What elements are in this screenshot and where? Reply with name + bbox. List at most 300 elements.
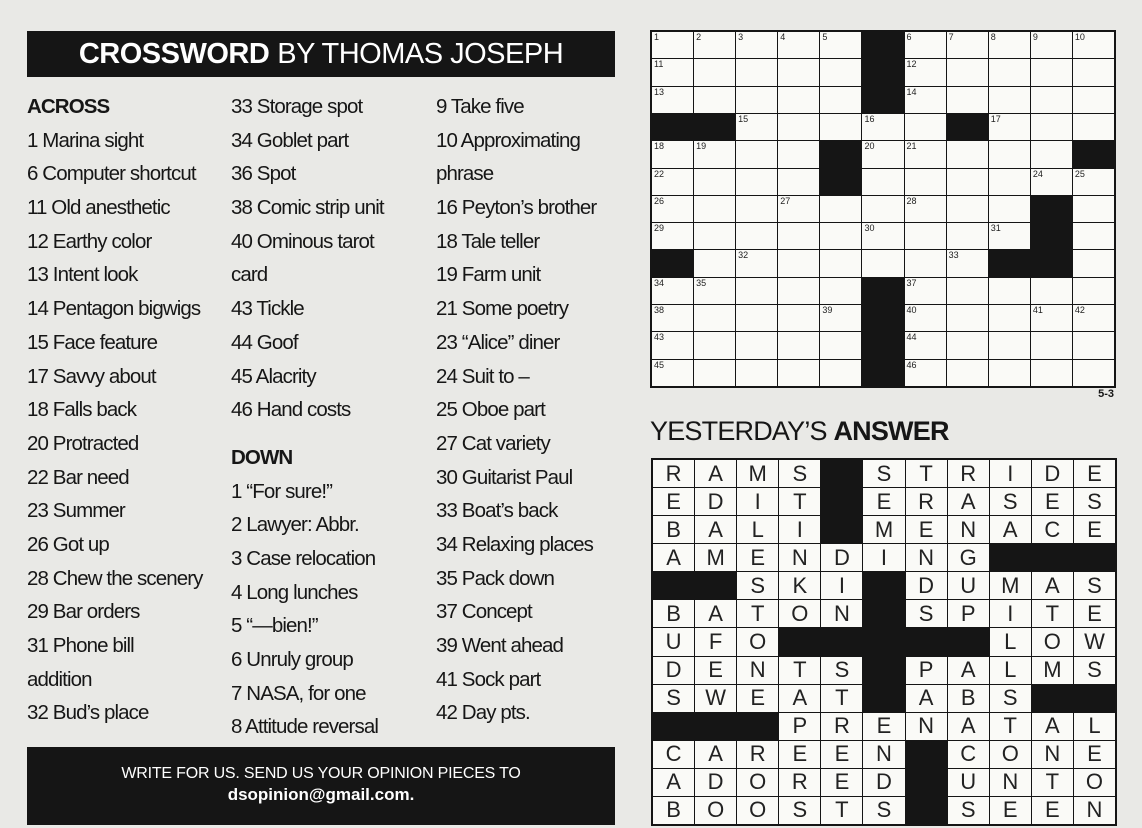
answer-black-cell <box>1032 544 1073 571</box>
grid-clue-number: 39 <box>822 305 833 316</box>
answer-letter-cell: N <box>990 769 1031 796</box>
grid-cell[interactable] <box>736 196 777 222</box>
answer-letter-cell: N <box>1074 797 1115 824</box>
grid-black-cell <box>862 59 903 85</box>
grid-cell[interactable] <box>778 32 819 58</box>
grid-cell[interactable] <box>736 141 777 167</box>
grid-cell[interactable] <box>1031 169 1072 195</box>
grid-clue-number: 32 <box>738 250 749 261</box>
answer-letter-cell: L <box>990 657 1031 684</box>
grid-cell[interactable] <box>989 223 1030 249</box>
grid-black-cell <box>862 305 903 331</box>
grid-cell[interactable] <box>820 250 861 276</box>
grid-clue-number: 33 <box>948 250 959 261</box>
clue-line: 37 Concept <box>436 600 532 624</box>
grid-cell[interactable] <box>947 32 988 58</box>
grid-cell[interactable] <box>1073 87 1114 113</box>
grid-cell[interactable] <box>694 141 735 167</box>
grid-clue-number: 35 <box>696 277 707 288</box>
grid-clue-number: 44 <box>906 332 917 343</box>
answer-letter-cell: N <box>948 516 989 543</box>
grid-cell[interactable] <box>694 59 735 85</box>
answer-black-cell <box>906 797 947 824</box>
answer-letter-cell: A <box>948 713 989 740</box>
grid-cell[interactable] <box>905 32 946 58</box>
grid-cell[interactable] <box>1031 59 1072 85</box>
clue-section-heading: DOWN <box>231 445 293 469</box>
answer-letter-cell: O <box>1074 769 1115 796</box>
grid-cell[interactable] <box>694 332 735 358</box>
grid-cell[interactable] <box>1031 278 1072 304</box>
grid-clue-number: 6 <box>906 32 912 42</box>
grid-cell[interactable] <box>652 278 693 304</box>
answer-letter-cell: I <box>737 488 778 515</box>
clue-line: 25 Oboe part <box>436 398 545 422</box>
grid-black-cell <box>862 87 903 113</box>
grid-cell[interactable] <box>862 114 903 140</box>
clue-line: 18 Tale teller <box>436 229 540 253</box>
answer-letter-cell: F <box>695 628 736 655</box>
answer-letter-cell: N <box>779 544 820 571</box>
grid-cell[interactable] <box>989 59 1030 85</box>
grid-clue-number: 45 <box>654 359 665 370</box>
grid-cell[interactable] <box>989 196 1030 222</box>
answer-letter-cell: S <box>779 797 820 824</box>
clue-line: 32 Bud’s place <box>27 701 149 725</box>
grid-cell[interactable] <box>947 141 988 167</box>
grid-cell[interactable] <box>989 141 1030 167</box>
grid-cell[interactable] <box>989 87 1030 113</box>
footer-banner <box>27 747 615 825</box>
grid-cell[interactable] <box>905 278 946 304</box>
grid-cell[interactable] <box>947 250 988 276</box>
grid-cell[interactable] <box>652 169 693 195</box>
clue-line: 36 Spot <box>231 162 296 186</box>
grid-cell[interactable] <box>694 305 735 331</box>
grid-clue-number: 34 <box>654 277 665 288</box>
answer-letter-cell: C <box>653 741 694 768</box>
grid-clue-number: 46 <box>906 359 917 370</box>
grid-clue-number: 22 <box>654 168 665 179</box>
grid-cell[interactable] <box>736 332 777 358</box>
answer-letter-cell: E <box>737 544 778 571</box>
answer-letter-cell: B <box>653 600 694 627</box>
answer-letter-cell: A <box>653 769 694 796</box>
answer-letter-cell: E <box>1074 460 1115 487</box>
grid-cell[interactable] <box>778 196 819 222</box>
grid-cell[interactable] <box>652 59 693 85</box>
answer-letter-cell: S <box>779 460 820 487</box>
grid-cell[interactable] <box>694 196 735 222</box>
answer-letter-cell: I <box>990 600 1031 627</box>
grid-clue-number: 7 <box>948 32 954 42</box>
answer-letter-cell: M <box>990 572 1031 599</box>
grid-clue-number: 37 <box>906 277 917 288</box>
grid-cell[interactable] <box>989 332 1030 358</box>
grid-cell[interactable] <box>820 305 861 331</box>
answer-black-cell <box>1074 685 1115 712</box>
answer-title-light: YESTERDAY’S <box>650 416 827 446</box>
grid-cell[interactable] <box>947 360 988 386</box>
grid-cell[interactable] <box>652 305 693 331</box>
crossword-banner <box>27 31 615 77</box>
answer-black-cell <box>779 628 820 655</box>
answer-letter-cell: R <box>906 488 947 515</box>
grid-clue-number: 8 <box>990 32 996 42</box>
grid-clue-number: 18 <box>654 141 665 152</box>
answer-letter-cell: N <box>906 544 947 571</box>
grid-cell[interactable] <box>905 196 946 222</box>
answer-letter-cell: S <box>1074 657 1115 684</box>
grid-cell[interactable] <box>778 250 819 276</box>
answer-letter-cell: S <box>653 685 694 712</box>
grid-cell[interactable] <box>905 114 946 140</box>
clue-line: 23 “Alice” diner <box>436 330 560 354</box>
answer-letter-cell: A <box>1032 713 1073 740</box>
grid-cell[interactable] <box>694 169 735 195</box>
answer-letter-cell: N <box>1032 741 1073 768</box>
clue-line: 1 Marina sight <box>27 128 144 152</box>
grid-cell[interactable] <box>1073 360 1114 386</box>
grid-black-cell <box>694 114 735 140</box>
grid-black-cell <box>862 32 903 58</box>
answer-letter-cell: C <box>1032 516 1073 543</box>
grid-clue-number: 5 <box>822 32 828 42</box>
grid-cell[interactable] <box>947 305 988 331</box>
grid-cell[interactable] <box>989 305 1030 331</box>
grid-clue-number: 43 <box>654 332 665 343</box>
grid-cell[interactable] <box>778 87 819 113</box>
grid-clue-number: 28 <box>906 195 917 206</box>
grid-cell[interactable] <box>820 278 861 304</box>
answer-letter-cell: O <box>1032 628 1073 655</box>
grid-cell[interactable] <box>1031 114 1072 140</box>
grid-cell[interactable] <box>947 278 988 304</box>
grid-clue-number: 42 <box>1074 305 1085 316</box>
grid-cell[interactable] <box>736 360 777 386</box>
grid-cell[interactable] <box>1073 196 1114 222</box>
grid-cell[interactable] <box>1031 305 1072 331</box>
answer-black-cell <box>863 600 904 627</box>
answer-letter-cell: B <box>653 516 694 543</box>
answer-black-cell <box>906 741 947 768</box>
answer-letter-cell: O <box>737 797 778 824</box>
grid-cell[interactable] <box>1073 250 1114 276</box>
grid-cell[interactable] <box>947 87 988 113</box>
grid-cell[interactable] <box>694 223 735 249</box>
grid-cell[interactable] <box>989 360 1030 386</box>
grid-cell[interactable] <box>652 87 693 113</box>
grid-cell[interactable] <box>820 32 861 58</box>
grid-cell[interactable] <box>862 141 903 167</box>
clue-line: 5 “—bien!” <box>231 614 318 638</box>
answer-letter-cell: D <box>821 544 862 571</box>
grid-cell[interactable] <box>947 196 988 222</box>
grid-clue-number: 21 <box>906 141 917 152</box>
grid-cell[interactable] <box>989 32 1030 58</box>
answer-letter-cell: R <box>948 460 989 487</box>
answer-letter-cell: O <box>695 797 736 824</box>
grid-clue-number: 20 <box>864 141 875 152</box>
grid-cell[interactable] <box>947 169 988 195</box>
grid-clue-number: 31 <box>990 223 1001 234</box>
answer-grid <box>651 458 1117 826</box>
grid-black-cell <box>820 141 861 167</box>
answer-black-cell <box>653 572 694 599</box>
clue-line: 9 Take five <box>436 95 524 118</box>
answer-black-cell <box>821 460 862 487</box>
grid-cell[interactable] <box>652 196 693 222</box>
answer-letter-cell: O <box>737 628 778 655</box>
clue-line: 45 Alacrity <box>231 364 316 388</box>
answer-letter-cell: E <box>653 488 694 515</box>
grid-cell[interactable] <box>905 141 946 167</box>
grid-clue-number: 17 <box>990 113 1001 124</box>
grid-clue-number: 27 <box>780 195 791 206</box>
grid-cell[interactable] <box>736 305 777 331</box>
clue-line: 33 Storage spot <box>231 95 363 118</box>
banner-title: CROSSWORD <box>78 37 270 70</box>
clue-line: 30 Guitarist Paul <box>436 465 573 489</box>
grid-cell[interactable] <box>1073 332 1114 358</box>
clue-line: 18 Falls back <box>27 398 137 422</box>
grid-cell[interactable] <box>820 87 861 113</box>
clue-line: 17 Savvy about <box>27 364 156 388</box>
grid-cell[interactable] <box>820 196 861 222</box>
answer-letter-cell: T <box>990 713 1031 740</box>
grid-cell[interactable] <box>1073 223 1114 249</box>
grid-black-cell <box>989 250 1030 276</box>
grid-cell[interactable] <box>905 332 946 358</box>
grid-clue-number: 26 <box>654 195 665 206</box>
answer-letter-cell: D <box>653 657 694 684</box>
grid-cell[interactable] <box>905 305 946 331</box>
answer-letter-cell: S <box>906 600 947 627</box>
answer-letter-cell: W <box>695 685 736 712</box>
answer-letter-cell: P <box>948 600 989 627</box>
grid-cell[interactable] <box>862 250 903 276</box>
clue-line: card <box>231 263 268 287</box>
grid-cell[interactable] <box>989 278 1030 304</box>
grid-clue-number: 9 <box>1032 32 1038 42</box>
grid-cell[interactable] <box>905 169 946 195</box>
grid-black-cell <box>947 114 988 140</box>
grid-cell[interactable] <box>778 332 819 358</box>
grid-cell[interactable] <box>1031 87 1072 113</box>
grid-black-cell <box>652 250 693 276</box>
answer-letter-cell: T <box>906 460 947 487</box>
grid-cell[interactable] <box>694 87 735 113</box>
clue-line: 22 Bar need <box>27 465 129 489</box>
answer-black-cell <box>906 769 947 796</box>
grid-cell[interactable] <box>736 32 777 58</box>
clue-line: 3 Case relocation <box>231 546 376 570</box>
grid-cell[interactable] <box>905 360 946 386</box>
grid-cell[interactable] <box>652 223 693 249</box>
banner-byline: BY THOMAS JOSEPH <box>277 37 564 70</box>
grid-cell[interactable] <box>989 169 1030 195</box>
clue-line: 7 NASA, for one <box>231 681 366 705</box>
clue-column-1 <box>27 90 232 730</box>
grid-clue-number: 2 <box>696 32 702 42</box>
grid-clue-number: 12 <box>906 59 917 70</box>
answer-letter-cell: S <box>1074 572 1115 599</box>
answer-letter-cell: D <box>863 769 904 796</box>
grid-cell[interactable] <box>820 59 861 85</box>
clue-line: 46 Hand costs <box>231 398 351 422</box>
grid-cell[interactable] <box>820 360 861 386</box>
grid-cell[interactable] <box>820 223 861 249</box>
grid-cell[interactable] <box>652 360 693 386</box>
clue-line: 16 Peyton’s brother <box>436 196 597 220</box>
answer-letter-cell: A <box>695 600 736 627</box>
answer-letter-cell: I <box>821 572 862 599</box>
grid-cell[interactable] <box>1073 114 1114 140</box>
grid-cell[interactable] <box>694 32 735 58</box>
grid-cell[interactable] <box>694 360 735 386</box>
answer-title-bold: ANSWER <box>833 416 949 446</box>
clue-line: 6 Computer shortcut <box>27 162 196 186</box>
grid-cell[interactable] <box>947 223 988 249</box>
clue-column-3 <box>436 90 641 730</box>
answer-letter-cell: L <box>1074 713 1115 740</box>
grid-cell[interactable] <box>778 360 819 386</box>
grid-cell[interactable] <box>736 87 777 113</box>
answer-letter-cell: B <box>653 797 694 824</box>
answer-black-cell <box>737 713 778 740</box>
grid-cell[interactable] <box>736 278 777 304</box>
grid-cell[interactable] <box>905 250 946 276</box>
grid-cell[interactable] <box>989 114 1030 140</box>
grid-black-cell <box>652 114 693 140</box>
grid-cell[interactable] <box>905 223 946 249</box>
grid-cell[interactable] <box>1073 169 1114 195</box>
grid-cell[interactable] <box>1073 59 1114 85</box>
answer-letter-cell: O <box>990 741 1031 768</box>
grid-cell[interactable] <box>862 223 903 249</box>
answer-letter-cell: R <box>653 460 694 487</box>
grid-cell[interactable] <box>905 87 946 113</box>
grid-cell[interactable] <box>820 332 861 358</box>
grid-clue-number: 29 <box>654 223 665 234</box>
answer-letter-cell: N <box>821 600 862 627</box>
answer-black-cell <box>821 516 862 543</box>
grid-cell[interactable] <box>736 114 777 140</box>
grid-cell[interactable] <box>1073 305 1114 331</box>
answer-letter-cell: M <box>737 460 778 487</box>
answer-letter-cell: A <box>948 657 989 684</box>
answer-letter-cell: I <box>863 544 904 571</box>
clue-line: 2 Lawyer: Abbr. <box>231 513 359 537</box>
grid-cell[interactable] <box>905 59 946 85</box>
grid-cell[interactable] <box>1031 360 1072 386</box>
grid-black-cell <box>1031 223 1072 249</box>
footer-text: WRITE FOR US. SEND US YOUR OPINION PIECES TO <box>121 765 521 782</box>
answer-letter-cell: S <box>990 685 1031 712</box>
answer-letter-cell: A <box>948 488 989 515</box>
grid-clue-number: 41 <box>1032 305 1043 316</box>
answer-letter-cell: S <box>1074 488 1115 515</box>
answer-letter-cell: A <box>695 516 736 543</box>
grid-cell[interactable] <box>820 114 861 140</box>
grid-cell[interactable] <box>1031 32 1072 58</box>
grid-cell[interactable] <box>778 305 819 331</box>
grid-cell[interactable] <box>778 169 819 195</box>
grid-cell[interactable] <box>652 32 693 58</box>
grid-cell[interactable] <box>1073 278 1114 304</box>
answer-letter-cell: E <box>1074 600 1115 627</box>
answer-letter-cell: N <box>863 741 904 768</box>
grid-cell[interactable] <box>947 332 988 358</box>
answer-letter-cell: A <box>695 741 736 768</box>
grid-cell[interactable] <box>1031 141 1072 167</box>
grid-cell[interactable] <box>862 196 903 222</box>
answer-letter-cell: M <box>1032 657 1073 684</box>
grid-black-cell <box>820 169 861 195</box>
answer-black-cell <box>863 685 904 712</box>
answer-letter-cell: O <box>779 600 820 627</box>
answer-letter-cell: T <box>1032 769 1073 796</box>
grid-cell[interactable] <box>736 223 777 249</box>
grid-black-cell <box>1073 141 1114 167</box>
answer-letter-cell: D <box>906 572 947 599</box>
grid-cell[interactable] <box>736 59 777 85</box>
grid-cell[interactable] <box>694 250 735 276</box>
clue-line: 4 Long lunches <box>231 580 358 604</box>
grid-cell[interactable] <box>778 114 819 140</box>
answer-black-cell <box>906 628 947 655</box>
answer-title <box>650 416 949 447</box>
answer-letter-cell: O <box>737 769 778 796</box>
answer-black-cell <box>821 488 862 515</box>
grid-cell[interactable] <box>947 59 988 85</box>
answer-letter-cell: A <box>695 460 736 487</box>
grid-clue-number: 11 <box>654 59 664 70</box>
answer-letter-cell: S <box>863 797 904 824</box>
grid-cell[interactable] <box>778 141 819 167</box>
clue-line: 11 Old anesthetic <box>27 196 170 220</box>
clue-line: 12 Earthy color <box>27 229 152 253</box>
grid-cell[interactable] <box>736 250 777 276</box>
answer-letter-cell: S <box>737 572 778 599</box>
clue-line: 34 Relaxing places <box>436 532 594 556</box>
grid-cell[interactable] <box>736 169 777 195</box>
grid-cell[interactable] <box>652 332 693 358</box>
grid-cell[interactable] <box>778 59 819 85</box>
answer-letter-cell: T <box>737 600 778 627</box>
grid-clue-number: 10 <box>1074 32 1085 42</box>
answer-letter-cell: I <box>990 460 1031 487</box>
answer-letter-cell: M <box>863 516 904 543</box>
grid-cell[interactable] <box>778 223 819 249</box>
grid-cell[interactable] <box>652 141 693 167</box>
grid-cell[interactable] <box>1073 32 1114 58</box>
grid-cell[interactable] <box>694 278 735 304</box>
answer-letter-cell: R <box>779 769 820 796</box>
answer-letter-cell: T <box>1032 600 1073 627</box>
grid-cell[interactable] <box>1031 332 1072 358</box>
answer-letter-cell: E <box>737 685 778 712</box>
clue-line: 33 Boat’s back <box>436 499 558 523</box>
grid-clue-number: 19 <box>696 141 707 152</box>
grid-black-cell <box>862 332 903 358</box>
answer-letter-cell: T <box>821 685 862 712</box>
answer-letter-cell: A <box>1032 572 1073 599</box>
grid-cell[interactable] <box>778 278 819 304</box>
clue-line: 24 Suit to – <box>436 364 529 388</box>
grid-cell[interactable] <box>862 169 903 195</box>
answer-black-cell <box>863 628 904 655</box>
